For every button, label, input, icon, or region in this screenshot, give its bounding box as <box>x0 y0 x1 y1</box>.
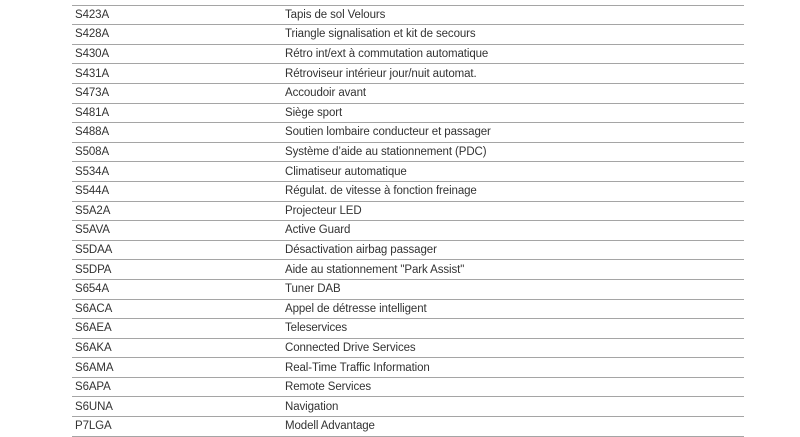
option-description: Tapis de sol Velours <box>285 8 386 21</box>
option-code: S6AEA <box>75 322 112 335</box>
option-row <box>72 64 744 84</box>
option-row <box>72 417 744 437</box>
option-code: S6AMA <box>75 361 114 374</box>
option-code: S534A <box>75 165 110 178</box>
option-description: Rétro int/ext à commutation automatique <box>285 48 489 61</box>
option-code: S5DAA <box>75 244 113 257</box>
option-code: S481A <box>75 106 110 119</box>
option-code: S6APA <box>75 381 111 394</box>
option-description: Siège sport <box>285 106 343 119</box>
option-row <box>72 280 744 300</box>
option-row <box>72 241 744 261</box>
option-row <box>72 339 744 359</box>
option-description: Projecteur LED <box>285 204 362 217</box>
option-description: Real-Time Traffic Information <box>285 361 430 374</box>
option-code: S6ACA <box>75 302 113 315</box>
option-description: Modell Advantage <box>285 420 375 433</box>
option-description: Teleservices <box>285 322 348 335</box>
option-row <box>72 162 744 182</box>
option-description: Tuner DAB <box>285 283 341 296</box>
option-row <box>72 104 744 124</box>
option-row <box>72 202 744 222</box>
option-code: S423A <box>75 8 110 21</box>
option-code: S431A <box>75 67 110 80</box>
option-description: Accoudoir avant <box>285 87 366 100</box>
option-row <box>72 182 744 202</box>
option-description: Connected Drive Services <box>285 341 416 354</box>
option-row <box>72 25 744 45</box>
option-code: S5AVA <box>75 224 110 237</box>
option-code: P7LGA <box>75 420 112 433</box>
option-code: S6AKA <box>75 341 112 354</box>
option-code: S488A <box>75 126 110 139</box>
option-row <box>72 397 744 417</box>
option-description: Remote Services <box>285 381 372 394</box>
option-description: Climatiseur automatique <box>285 165 407 178</box>
option-description: Régulat. de vitesse à fonction freinage <box>285 185 477 198</box>
option-row <box>72 260 744 280</box>
option-code: S5A2A <box>75 204 111 217</box>
option-description: Rétroviseur intérieur jour/nuit automat. <box>285 67 477 80</box>
option-description: Navigation <box>285 400 339 413</box>
option-code: S430A <box>75 48 110 61</box>
option-row <box>72 45 744 65</box>
option-row <box>72 84 744 104</box>
option-code: S654A <box>75 283 110 296</box>
option-row <box>72 300 744 320</box>
option-description: Désactivation airbag passager <box>285 244 437 257</box>
option-code: S473A <box>75 87 110 100</box>
option-code: S428A <box>75 28 110 41</box>
option-code: S544A <box>75 185 110 198</box>
option-row <box>72 378 744 398</box>
option-description: Appel de détresse intelligent <box>285 302 427 315</box>
option-code: S6UNA <box>75 400 113 413</box>
option-row <box>72 221 744 241</box>
option-description: Système d’aide au stationnement (PDC) <box>285 146 487 159</box>
option-description: Soutien lombaire conducteur et passager <box>285 126 491 139</box>
option-row <box>72 143 744 163</box>
option-description: Aide au stationnement "Park Assist" <box>285 263 465 276</box>
option-row <box>72 319 744 339</box>
option-row <box>72 358 744 378</box>
option-description: Active Guard <box>285 224 351 237</box>
option-code: S508A <box>75 146 110 159</box>
option-description: Triangle signalisation et kit de secours <box>285 28 476 41</box>
option-code: S5DPA <box>75 263 112 276</box>
option-row <box>72 6 744 26</box>
options-table <box>72 0 744 437</box>
option-row <box>72 123 744 143</box>
